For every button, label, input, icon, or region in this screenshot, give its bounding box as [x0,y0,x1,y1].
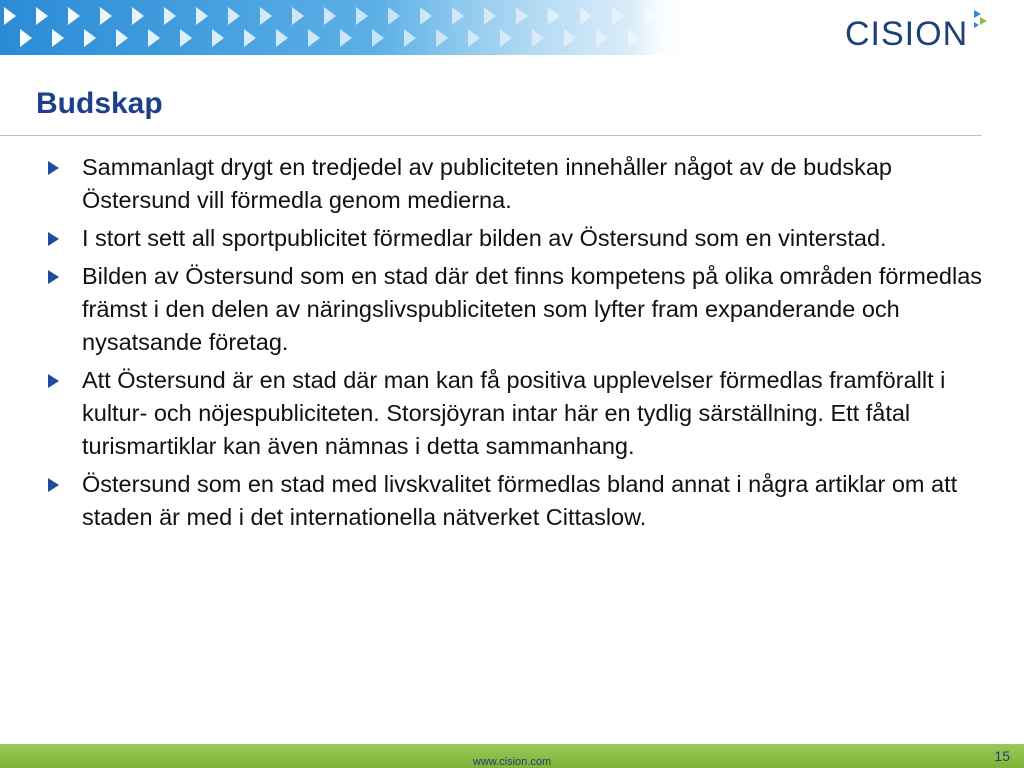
bullet-item [46,260,986,359]
slide-title: Budskap [36,87,163,120]
logo-wordmark: CISION [845,15,969,53]
title-divider [0,135,982,136]
page-number: 15 [994,748,1010,764]
bullet-list [46,151,986,539]
bullet-text: I stort sett all sportpublicitet förmedlar bilden av Östersund som en vinterstad. [82,225,887,251]
bullet-text: Att Östersund är en stad där man kan få positiva upplevelser förmedlas framförallt i kultur- och nöjespubliciteten. Storsjöyran intar här en tydlig särställning. Ett fåtal turismartiklar kan även nämnas i detta sammanhang. [82,367,946,459]
logo-arrows-icon [972,8,988,30]
bullet-item [46,364,986,463]
cision-logo [845,14,988,54]
bullet-text: Östersund som en stad med livskvalitet förmedlas bland annat i några artiklar om att staden är med i det internationella nätverket Cittaslow. [82,471,958,530]
bullet-text: Bilden av Östersund som en stad där det finns kompetens på olika områden förmedlas främst i den delen av näringslivspubliciteten som lyfter fram expanderande och nysatsande företag. [82,263,983,355]
bullet-arrow-icon [48,161,59,175]
bullet-arrow-icon [48,270,59,284]
bullet-item [46,151,986,217]
footer-url-link[interactable]: www.cision.com [472,756,552,768]
bullet-text: Sammanlagt drygt en tredjedel av publiciteten innehåller något av de budskap Östersund vill förmedla genom medierna. [82,154,892,213]
bullet-arrow-icon [48,232,59,246]
bullet-arrow-icon [48,374,59,388]
bullet-arrow-icon [48,478,59,492]
bullet-item [46,468,986,534]
bullet-item [46,222,986,255]
